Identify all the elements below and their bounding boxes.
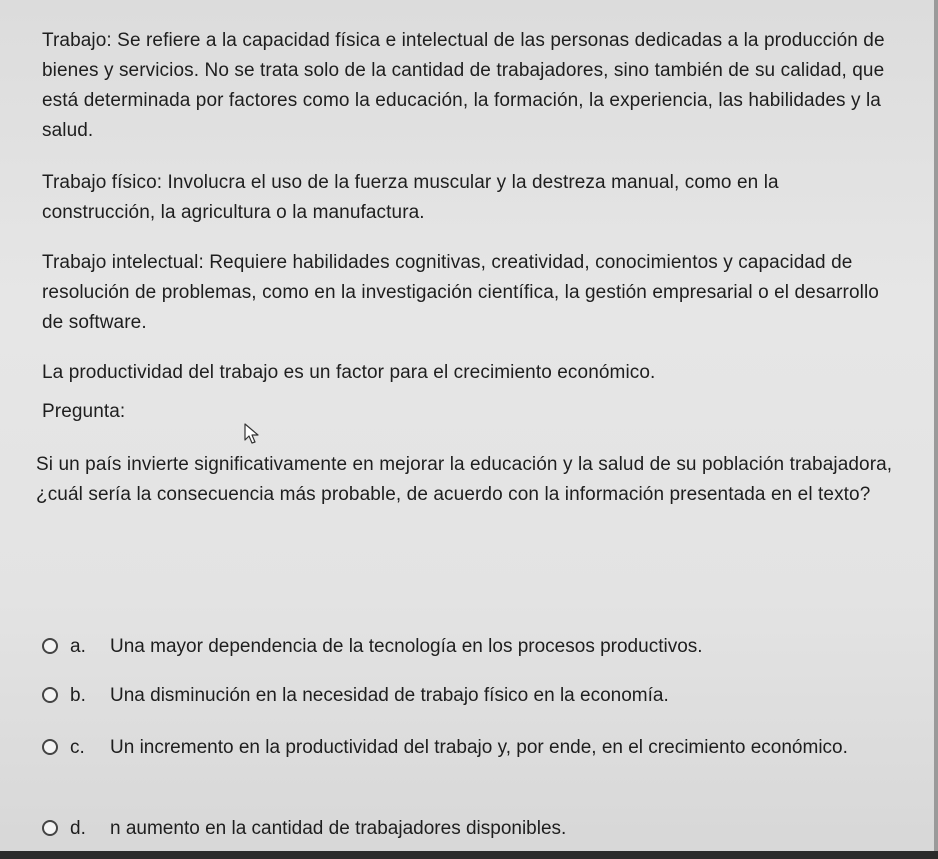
- bottom-bar: [0, 851, 938, 859]
- screen-edge: [934, 0, 938, 859]
- answer-option-a[interactable]: [42, 632, 882, 662]
- question-text: Si un país invierte significativamente en mejorar la educación y la salud de su población trabajadora, ¿cuál sería la consecuencia más probable, de acuerdo con la información presentada en el texto?: [36, 454, 893, 505]
- radio-button-icon[interactable]: [42, 687, 58, 703]
- option-text: Un incremento en la productividad del trabajo y, por ende, en el crecimiento económico.: [110, 737, 848, 758]
- paragraph-trabajo-fisico: Trabajo físico: Involucra el uso de la fuerza muscular y la destreza manual, como en la construcción, la agricultura o la manufactura.: [42, 172, 779, 223]
- mouse-pointer-icon: [244, 423, 262, 445]
- option-letter: b.: [70, 685, 86, 706]
- paragraph-productividad: La productividad del trabajo es un factor para el crecimiento económico.: [42, 362, 656, 383]
- option-text: n aumento en la cantidad de trabajadores disponibles.: [110, 818, 567, 839]
- option-text: Una disminución en la necesidad de trabajo físico en la economía.: [110, 685, 669, 706]
- answer-option-c[interactable]: [42, 733, 882, 763]
- paragraph-trabajo-intelectual: Trabajo intelectual: Requiere habilidades cognitivas, creatividad, conocimientos y capacidad de resolución de problemas, como en la investigación científica, la gestión empresarial o el desarrollo de software.: [42, 252, 879, 333]
- radio-button-icon[interactable]: [42, 739, 58, 755]
- radio-button-icon[interactable]: [42, 638, 58, 654]
- option-letter: c.: [70, 737, 85, 758]
- question-label: Pregunta:: [42, 401, 126, 422]
- option-letter: a.: [70, 636, 86, 657]
- answer-option-d[interactable]: [42, 814, 882, 844]
- option-letter: d.: [70, 818, 86, 839]
- option-text: Una mayor dependencia de la tecnología en los procesos productivos.: [110, 636, 703, 657]
- paragraph-trabajo: Trabajo: Se refiere a la capacidad física e intelectual de las personas dedicadas a la producción de bienes y servicios. No se trata solo de la cantidad de trabajadores, sino también de su calidad, que está determinada por factores como la educación, la formación, la experiencia, las habilidades y la salud.: [42, 30, 885, 141]
- answer-option-b[interactable]: [42, 681, 882, 711]
- radio-button-icon[interactable]: [42, 820, 58, 836]
